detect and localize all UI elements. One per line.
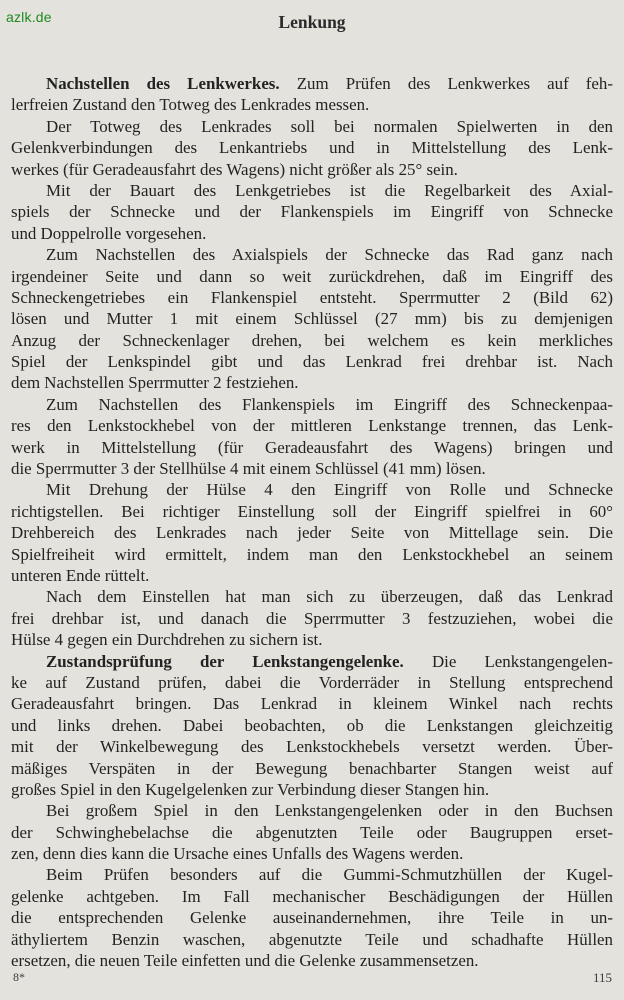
text-line: [11, 266, 613, 287]
line-text: gelenke achtgeben. Im Fall mechanischer Beschädigungen der Hüllen: [11, 886, 613, 906]
signature-mark: 8*: [13, 970, 25, 984]
text-line: [11, 843, 613, 864]
running-head: Lenkung: [278, 12, 346, 32]
text-line: [11, 351, 613, 372]
text-line: [11, 415, 613, 436]
line-text: Die Lenkstangengelen-: [403, 651, 613, 671]
text-line: [11, 394, 613, 415]
text-line: [11, 223, 613, 244]
text-line: [11, 479, 613, 500]
paragraph: [11, 864, 613, 971]
text-line: [11, 800, 613, 821]
text-line: [11, 458, 613, 479]
text-line: [11, 308, 613, 329]
line-text: lerfreien Zustand den Totweg des Lenkrades messen.: [11, 95, 370, 115]
text-line: [11, 522, 613, 543]
line-text: Zum Prüfen des Lenkwerkes auf feh-: [279, 74, 613, 93]
line-text: großes Spiel in den Kugelgelenken zur Verbindung dieser Stangen hin.: [11, 779, 490, 799]
line-text: Drehbereich des Lenkrades nach jeder Seite von Mittellage sein. Die: [11, 523, 613, 543]
line-text: unteren Ende rüttelt.: [11, 565, 150, 585]
text-line: [11, 137, 613, 158]
line-text: frei drehbar ist, und danach die Sperrmutter 3 festzuziehen, wobei die: [11, 608, 613, 628]
line-text: Nach dem Einstellen hat man sich zu überzeugen, daß das Lenkrad: [46, 587, 613, 607]
text-line: [11, 715, 613, 736]
line-text: Mit der Bauart des Lenkgetriebes ist die Regelbarkeit des Axial-: [46, 180, 613, 200]
paragraph: [11, 651, 613, 801]
text-line: [11, 586, 613, 607]
line-text: irgendeiner Seite und dann so weit zurückdrehen, daß im Eingriff des: [11, 266, 613, 286]
text-line: [11, 864, 613, 885]
line-text: spiels der Schnecke und der Flankenspiels im Eingriff von Schnecke: [11, 202, 613, 222]
text-line: [11, 287, 613, 308]
line-text: mit der Winkelbewegung des Lenkstockhebels versetzt werden. Über-: [11, 737, 613, 757]
line-text: res den Lenkstockhebel von der mittleren Lenkstange trennen, das Lenk-: [11, 416, 613, 436]
line-text: lösen und Mutter 1 mit einem Schlüssel (27 mm) bis zu demjenigen: [11, 309, 613, 329]
text-line: [11, 907, 613, 928]
line-text: Beim Prüfen besonders auf die Gummi-Schmutzhüllen der Kugel-: [46, 865, 613, 885]
paragraph: [11, 800, 613, 864]
text-line: [11, 501, 613, 522]
paragraph: [11, 180, 613, 244]
line-text: Geradeausfahrt bringen. Das Lenkrad in kleinem Winkel nach rechts: [11, 694, 613, 714]
paragraph: [11, 116, 613, 180]
text-line: [11, 159, 613, 180]
line-text: ersetzen, die neuen Teile einfetten und die Gelenke zusammensetzen.: [11, 951, 479, 971]
page-number: 115: [592, 970, 612, 985]
line-text: Spiel der Lenkspindel gibt und das Lenkrad frei drehbar ist. Nach: [11, 352, 613, 372]
text-line: [11, 116, 613, 137]
text-line: [11, 565, 613, 586]
text-line: [11, 779, 613, 800]
line-text: werkes (für Geradeausfahrt des Wagens) nicht größer als 25° sein.: [11, 159, 458, 179]
line-text: Gelenkverbindungen des Lenkantriebs und in Mittelstellung des Lenk-: [11, 138, 613, 158]
text-line: [11, 201, 613, 222]
line-text: richtigstellen. Bei richtiger Einstellung soll der Eingriff spielfrei in 60°: [11, 501, 613, 521]
text-line: [11, 950, 613, 971]
text-line: [11, 822, 613, 843]
text-line: [11, 651, 613, 672]
line-text: Hülse 4 gegen ein Durchdrehen zu sichern ist.: [11, 630, 323, 650]
text-line: [11, 180, 613, 201]
text-line: [11, 330, 613, 351]
text-line: [11, 608, 613, 629]
line-text: ke auf Zustand prüfen, dabei die Vorderräder in Stellung entsprechend: [11, 672, 613, 692]
line-text: zen, denn dies kann die Ursache eines Unfalls des Wagens werden.: [11, 844, 464, 864]
section-heading: Nachstellen des Lenkwerkes.: [46, 74, 280, 93]
paragraph: [11, 244, 613, 394]
paragraph: [11, 394, 613, 480]
site-watermark: azlk.de: [6, 9, 52, 25]
body-text: [11, 73, 613, 971]
paragraph: [11, 586, 613, 650]
text-line: [11, 244, 613, 265]
line-text: und links drehen. Dabei beobachten, ob die Lenkstangen gleichzeitig: [11, 715, 613, 735]
text-line: [11, 73, 613, 94]
line-text: Der Totweg des Lenkrades soll bei normalen Spielwerten in den: [46, 116, 613, 136]
line-text: äthyliertem Benzin waschen, abgenutzte Teile und schadhafte Hüllen: [11, 929, 613, 949]
text-line: [11, 672, 613, 693]
text-line: [11, 544, 613, 565]
line-text: Schneckengetriebes ein Flankenspiel entsteht. Sperrmutter 2 (Bild 62): [11, 287, 613, 307]
line-text: Zum Nachstellen des Flankenspiels im Eingriff des Schneckenpaa-: [46, 394, 613, 414]
section-heading: Zustandsprüfung der Lenkstangengelenke.: [46, 651, 404, 671]
line-text: die entsprechenden Gelenke auseinandernehmen, ihre Teile in un-: [11, 908, 613, 928]
text-line: [11, 886, 613, 907]
paragraph: [11, 73, 613, 116]
line-text: der Schwinghebelachse die abgenutzten Teile oder Baugruppen erset-: [11, 822, 613, 842]
text-line: [11, 693, 613, 714]
text-line: [11, 758, 613, 779]
line-text: dem Nachstellen Sperrmutter 2 festziehen.: [11, 373, 299, 393]
line-text: die Sperrmutter 3 der Stellhülse 4 mit einem Schlüssel (41 mm) lösen.: [11, 459, 486, 479]
paragraph: [11, 479, 613, 586]
text-line: [11, 736, 613, 757]
line-text: Mit Drehung der Hülse 4 den Eingriff von Rolle und Schnecke: [46, 480, 613, 500]
line-text: Bei großem Spiel in den Lenkstangengelenken oder in den Buchsen: [46, 801, 613, 821]
line-text: und Doppelrolle vorgesehen.: [11, 223, 207, 243]
text-line: [11, 437, 613, 458]
line-text: Zum Nachstellen des Axialspiels der Schnecke das Rad ganz nach: [46, 245, 613, 265]
line-text: Anzug der Schneckenlager drehen, bei welchem es kein merkliches: [11, 330, 613, 350]
text-line: [11, 94, 613, 115]
text-line: [11, 372, 613, 393]
line-text: werk in Mittelstellung (für Geradeausfahrt des Wagens) bringen und: [11, 437, 613, 457]
line-text: mäßiges Verspäten in der Bewegung benachbarter Stangen weist auf: [11, 758, 613, 778]
line-text: Spielfreiheit wird ermittelt, indem man den Lenkstockhebel an seinem: [11, 544, 613, 564]
text-line: [11, 929, 613, 950]
text-line: [11, 629, 613, 650]
